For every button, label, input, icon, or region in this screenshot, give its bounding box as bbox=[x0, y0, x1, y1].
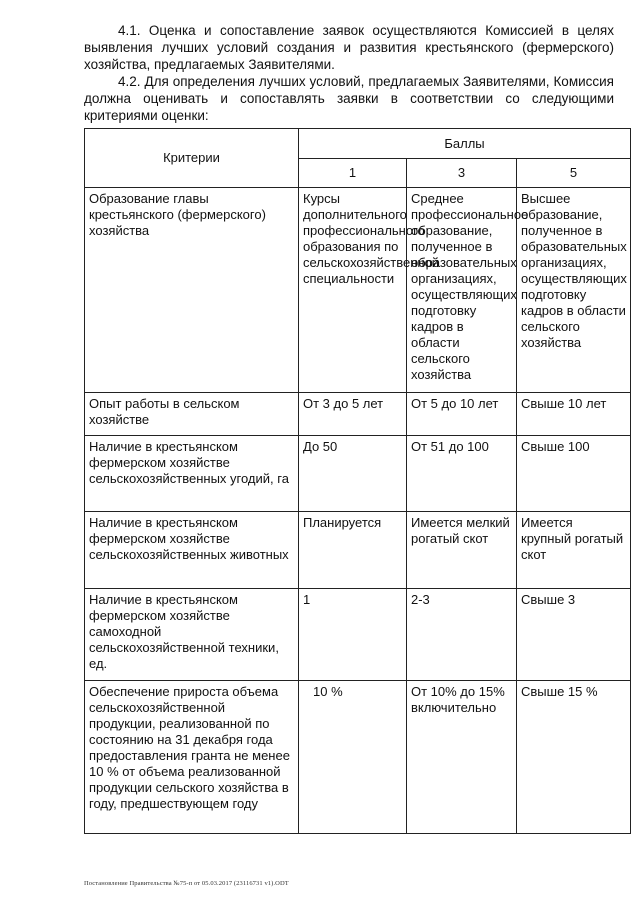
value-cell-5: Свыше 100 bbox=[517, 436, 631, 512]
value-cell-1: Курсы дополнительного профессионального образования по сельскохозяйственной специальности bbox=[299, 188, 407, 393]
value-cell-5: Свыше 10 лет bbox=[517, 393, 631, 436]
criterion-cell: Наличие в крестьянском фермерском хозяйстве сельскохозяйственных угодий, га bbox=[85, 436, 299, 512]
criterion-cell: Обеспечение прироста объема сельскохозяйственной продукции, реализованной по состоянию на 31 декабря года предоставления гранта не менее 10 % от объема реализованной продукции сельского хозяйства в году, предшествующем году bbox=[85, 681, 299, 834]
header-score-1: 1 bbox=[299, 159, 407, 188]
table-row bbox=[85, 589, 631, 681]
table-row bbox=[85, 188, 631, 393]
value-cell-1: 10 % bbox=[299, 681, 407, 834]
value-cell-1: 1 bbox=[299, 589, 407, 681]
value-cell-5: Свыше 15 % bbox=[517, 681, 631, 834]
paragraph-4-2 bbox=[84, 73, 614, 124]
value-cell-3: Среднее профессиональное образование, полученное в образовательных организациях, осуществляющих подготовку кадров в области сельского хозяйства bbox=[407, 188, 517, 393]
paragraph-4-1-text: 4.1. Оценка и сопоставление заявок осуществляются Комиссией в целях выявления лучших условий создания и развития крестьянского (фермерского) хозяйства, предлагаемых Заявителями. bbox=[84, 23, 614, 72]
value-cell-1: Планируется bbox=[299, 512, 407, 589]
footer-document-id: Постановление Правительства №75-п от 05.03.2017 (23116731 v1).ODT bbox=[84, 880, 289, 887]
value-cell-5: Высшее образование, полученное в образовательных организациях, осуществляющих подготовку кадров в области сельского хозяйства bbox=[517, 188, 631, 393]
header-points: Баллы bbox=[299, 129, 631, 159]
value-cell-3: От 10% до 15% включительно bbox=[407, 681, 517, 834]
value-cell-5: Имеется крупный рогатый скот bbox=[517, 512, 631, 589]
header-criteria: Критерии bbox=[85, 129, 299, 188]
table-row bbox=[85, 512, 631, 589]
table-row bbox=[85, 681, 631, 834]
header-score-3: 3 bbox=[407, 159, 517, 188]
value-cell-1: От 3 до 5 лет bbox=[299, 393, 407, 436]
paragraph-4-2-text: 4.2. Для определения лучших условий, предлагаемых Заявителями, Комиссия должна оценивать и сопоставлять заявки в соответствии со следующими критериями оценки: bbox=[84, 74, 614, 123]
table-row bbox=[85, 436, 631, 512]
criterion-cell: Опыт работы в сельском хозяйстве bbox=[85, 393, 299, 436]
value-cell-3: Имеется мелкий рогатый скот bbox=[407, 512, 517, 589]
value-cell-3: 2-3 bbox=[407, 589, 517, 681]
criterion-cell: Образование главы крестьянского (фермерского) хозяйства bbox=[85, 188, 299, 393]
criteria-table bbox=[84, 128, 631, 834]
table-row bbox=[85, 393, 631, 436]
criterion-cell: Наличие в крестьянском фермерском хозяйстве сельскохозяйственных животных bbox=[85, 512, 299, 589]
value-cell-1: До 50 bbox=[299, 436, 407, 512]
value-cell-3: От 5 до 10 лет bbox=[407, 393, 517, 436]
criterion-cell: Наличие в крестьянском фермерском хозяйстве самоходной сельскохозяйственной техники, ед. bbox=[85, 589, 299, 681]
header-score-5: 5 bbox=[517, 159, 631, 188]
paragraph-4-1 bbox=[84, 22, 614, 73]
value-cell-5: Свыше 3 bbox=[517, 589, 631, 681]
value-cell-3: От 51 до 100 bbox=[407, 436, 517, 512]
